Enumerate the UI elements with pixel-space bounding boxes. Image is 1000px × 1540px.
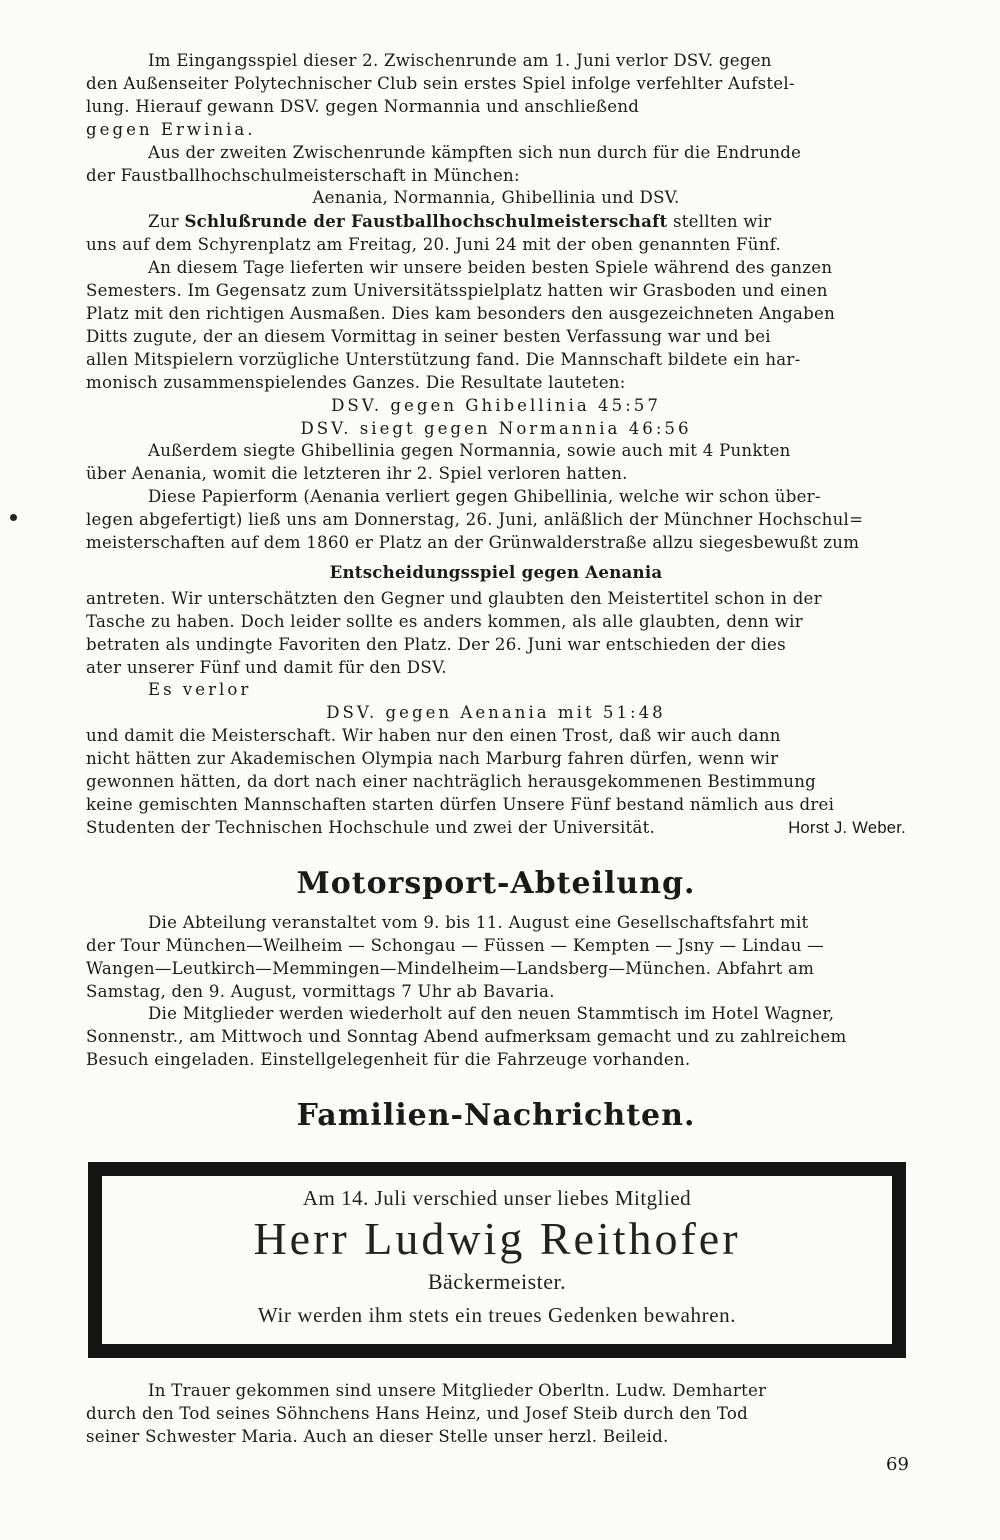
text-line: der Faustballhochschulmeisterschaft in München: [86, 165, 520, 185]
text-line: Wangen—Leutkirch—Memmingen—Mindelheim—Landsberg—München. Abfahrt am [86, 958, 815, 978]
text-line: gewonnen hätten, da dort nach einer nachträglich herausgekommenen Bestimmung [86, 772, 817, 792]
text-line: Platz mit den richtigen Ausmaßen. Dies kam besonders den ausgezeichneten Angaben [86, 303, 836, 323]
text-line: Diese Papierform (Aenania verliert gegen Ghibellinia, welche wir schon über- [148, 487, 821, 507]
text-line: durch den Tod seines Söhnchens Hans Heinz, und Josef Steib durch den Tod [86, 1403, 748, 1423]
text-line: legen abgefertigt) ließ uns am Donnerstag, 26. Juni, anläßlich der Münchner Hochschul= [86, 510, 864, 530]
text-line: An diesem Tage lieferten wir unsere beiden besten Spiele während des ganzen [148, 258, 833, 278]
text-line: Die Abteilung veranstaltet vom 9. bis 11. August eine Gesellschaftsfahrt mit [148, 912, 809, 932]
obituary-notice [88, 1162, 906, 1358]
text-line: Im Eingangsspiel dieser 2. Zwischenrunde am 1. Juni verlor DSV. gegen [148, 51, 772, 70]
result-line: DSV. siegt gegen Normannia 46:56 [300, 418, 692, 438]
text-line: Aus der zweiten Zwischenrunde kämpften sich nun durch für die Endrunde [148, 142, 802, 162]
text-line: nicht hätten zur Akademischen Olympia nach Marburg fahren dürfen, wenn wir [86, 749, 779, 769]
family-news-title: Familien-Nachrichten. [296, 1098, 696, 1134]
text-line: allen Mitspielern vorzügliche Unterstützung fand. Die Mannschaft bildete ein har- [86, 349, 801, 369]
final-round-heading: Schlußrunde der Faustballhochschulmeisterschaft [184, 211, 668, 232]
text-line: meisterschaften auf dem 1860 er Platz an der Grünwalderstraße allzu siegesbewußt zum [86, 533, 860, 553]
text-line: Besuch eingeladen. Einstellgelegenheit für die Fahrzeuge vorhanden. [86, 1050, 691, 1070]
text-line: den Außenseiter Polytechnischer Club sein erstes Spiel infolge verfehlter Aufstel- [86, 73, 795, 93]
text-line: monisch zusammenspielendes Ganzes. Die Resultate lauteten: [86, 372, 626, 392]
decisive-match-heading: Entscheidungsspiel gegen Aenania [329, 561, 663, 582]
text-line: gegen Erwinia. [86, 119, 256, 139]
text-line: Außerdem siegte Ghibellinia gegen Normannia, sowie auch mit 4 Punkten [148, 441, 791, 461]
text-line: Tasche zu haben. Doch leider sollte es anders kommen, als alle glaubten, denn wir [86, 611, 803, 631]
text-line: der Tour München—Weilheim — Schongau — Füssen — Kempten — Jsny — Lindau — [86, 935, 824, 955]
text-line [86, 817, 906, 840]
text-line: antreten. Wir unterschätzten den Gegner und glaubten den Meistertitel schon in der [86, 588, 822, 608]
page-content [86, 50, 906, 1134]
text-line: lung. Hierauf gewann DSV. gegen Normannia und anschließend [86, 96, 640, 116]
author-signature: Horst J. Weber. [788, 817, 906, 837]
text-line: In Trauer gekommen sind unsere Mitglieder Oberltn. Ludw. Demharter [148, 1381, 767, 1400]
team-list: Aenania, Normannia, Ghibellinia und DSV. [312, 188, 680, 208]
text-line [86, 210, 906, 234]
text-fragment: Zur [148, 212, 179, 232]
text-line: ater unserer Fünf und damit für den DSV. [86, 657, 447, 677]
deceased-profession: Bäckermeister. [427, 1269, 567, 1294]
motorsport-text [86, 912, 906, 1072]
text-line: Es verlor [148, 680, 252, 700]
text-line: Samstag, den 9. August, vormittags 7 Uhr ab Bavaria. [86, 981, 555, 1001]
text-line: keine gemischten Mannschaften starten dürfen Unsere Fünf bestand nämlich aus drei [86, 795, 835, 814]
obituary-intro: Am 14. Juli verschied unser liebes Mitglied [302, 1186, 692, 1210]
obituary-closing: Wir werden ihm stets ein treues Gedenken bewahren. [257, 1303, 737, 1327]
text-line: und damit die Meisterschaft. Wir haben nur den einen Trost, daß wir auch dann [86, 726, 781, 746]
text-line: Semesters. Im Gegensatz zum Universitätsspielplatz hatten wir Grasboden und einen [86, 281, 828, 301]
text-line: uns auf dem Schyrenplatz am Freitag, 20. Juni 24 mit der oben genannten Fünf. [86, 235, 781, 255]
text-line: Die Mitglieder werden wiederholt auf den neuen Stammtisch im Hotel Wagner, [148, 1004, 835, 1024]
text-line: betraten als undingte Favoriten den Platz. Der 26. Juni war entschieden der dies [86, 634, 786, 654]
stray-mark [10, 514, 17, 521]
text-line: seiner Schwester Maria. Auch an dieser Stelle unser herzl. Beileid. [86, 1426, 669, 1446]
result-line: DSV. gegen Ghibellinia 45:57 [331, 395, 661, 415]
deceased-name: Herr Ludwig Reithofer [253, 1213, 741, 1264]
result-line: DSV. gegen Aenania mit 51:48 [326, 703, 666, 723]
text-line: über Aenania, womit die letzteren ihr 2. Spiel verloren hatten. [86, 464, 628, 484]
page-number: 69 [886, 1454, 909, 1475]
text-line: Ditts zugute, der an diesem Vormittag in seiner besten Verfassung war und bei [86, 326, 771, 346]
text-line: Sonnenstr., am Mittwoch und Sonntag Abend aufmerksam gemacht und zu zahlreichem [86, 1027, 847, 1047]
text-fragment: Studenten der Technischen Hochschule und zwei der Universität. [86, 817, 656, 837]
text-fragment: stellten wir [672, 212, 772, 232]
report-text [86, 50, 906, 840]
motorsport-title: Motorsport-Abteilung. [296, 865, 696, 901]
condolence-text [86, 1380, 906, 1449]
